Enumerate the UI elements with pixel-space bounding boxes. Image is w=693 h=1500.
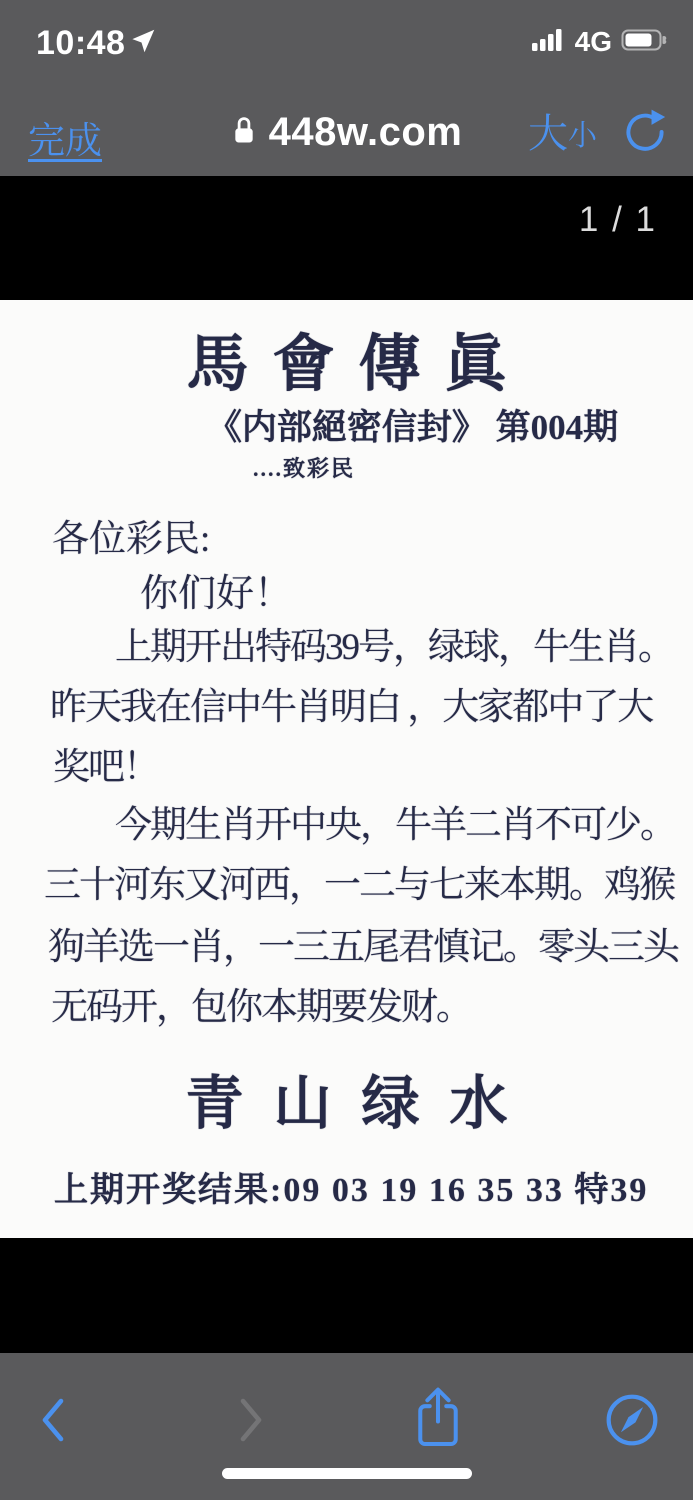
document-salutation: 各位彩民: xyxy=(52,519,211,560)
viewer-bottom-area xyxy=(0,1238,693,1353)
document-body-line: 三十河东又河西，一二与七来本期。鸡猴 xyxy=(44,865,674,906)
url-bar xyxy=(0,88,693,176)
document-body-line: 昨天我在信中牛肖明白 ，大家都中了大 xyxy=(50,687,653,728)
document-signature: 青山绿水 xyxy=(185,1071,538,1136)
document-dedication: ....致彩民 xyxy=(253,456,356,481)
text-size-button[interactable] xyxy=(528,112,597,156)
location-arrow-icon xyxy=(128,26,158,61)
scanned-document-page xyxy=(0,300,693,1238)
signal-bars-icon xyxy=(532,28,566,57)
page-indicator: 1 / 1 xyxy=(578,200,657,239)
done-button[interactable]: 完成 xyxy=(28,120,102,161)
document-body-line: 上期开出特码39号，绿球，牛生肖。 xyxy=(115,627,673,668)
share-icon[interactable] xyxy=(412,1386,464,1455)
document-result-line: 上期开奖结果:09 03 19 16 35 33 特39 xyxy=(54,1172,649,1209)
viewer-top-area xyxy=(0,176,693,300)
document-title: 馬會傳眞 xyxy=(186,331,531,399)
home-indicator[interactable] xyxy=(222,1468,472,1479)
chevron-right-icon[interactable] xyxy=(236,1396,266,1449)
compass-icon[interactable] xyxy=(604,1392,660,1453)
text-size-small-label: 小 xyxy=(567,120,597,152)
status-indicators xyxy=(532,26,667,58)
document-greeting: 你们好！ xyxy=(140,573,293,615)
battery-icon xyxy=(621,28,667,57)
text-size-large-label: 大 xyxy=(527,112,568,156)
document-body-line: 狗羊选一肖，一三五尾君慎记。零头三头 xyxy=(48,927,678,968)
document-subtitle: 《内部絕密信封》 第004期 xyxy=(206,408,619,447)
chevron-left-icon[interactable] xyxy=(38,1396,68,1449)
document-body-line: 今期生肖开中央，牛羊二肖不可少。 xyxy=(115,805,675,846)
status-time: 10:48 xyxy=(36,24,126,62)
domain-text[interactable]: 448w.com xyxy=(268,109,463,154)
network-type-label: 4G xyxy=(574,26,612,57)
lock-icon xyxy=(231,113,257,152)
status-bar xyxy=(0,0,693,88)
document-body-line: 无码开，包你本期要发财。 xyxy=(51,987,471,1028)
document-body-line: 奖吧！ xyxy=(53,747,158,788)
reload-icon[interactable] xyxy=(621,108,669,161)
